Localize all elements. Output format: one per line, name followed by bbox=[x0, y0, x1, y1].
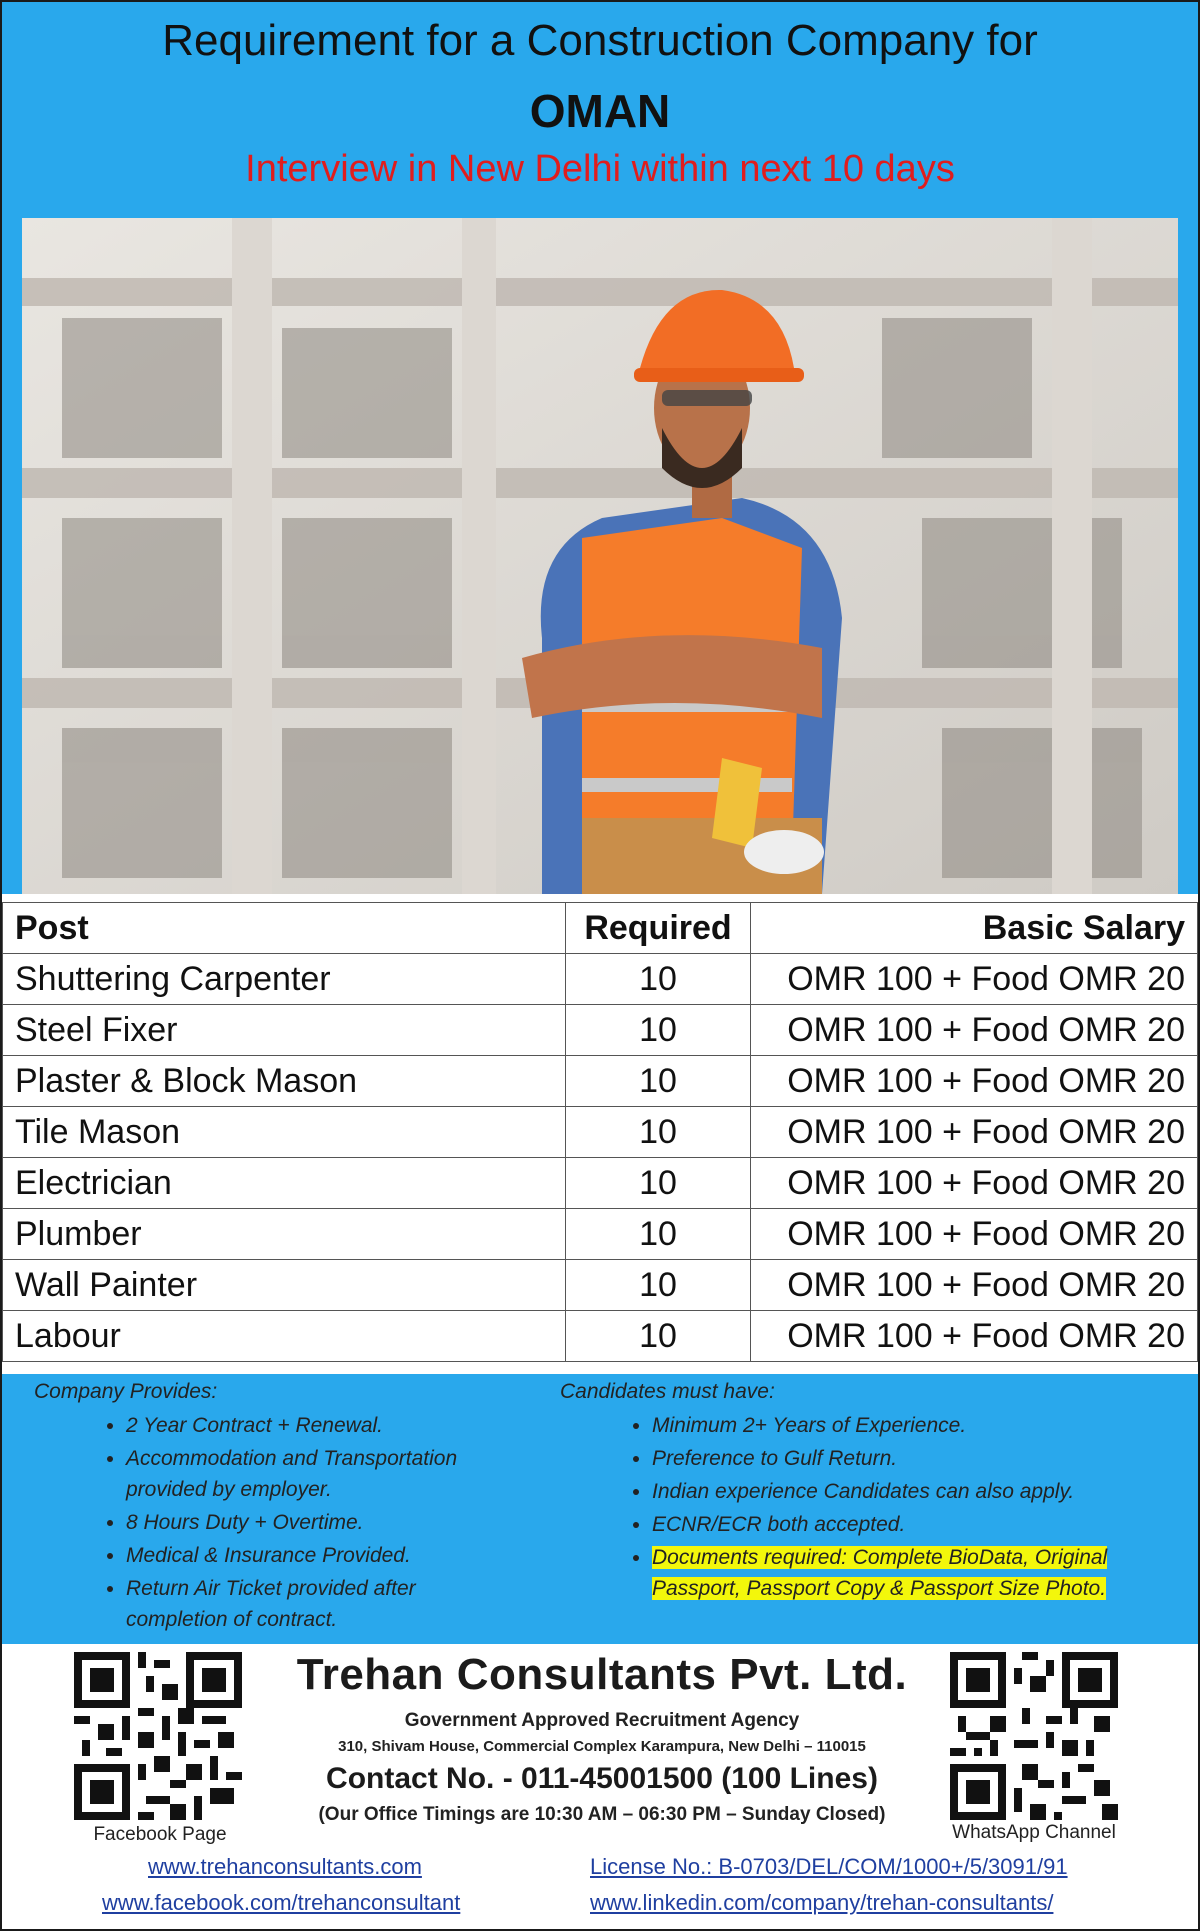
required-column-header: Required bbox=[566, 903, 751, 954]
company-provides-heading: Company Provides: bbox=[34, 1380, 218, 1403]
whatsapp-qr-code[interactable] bbox=[950, 1652, 1118, 1820]
salary-cell: OMR 100 + Food OMR 20 bbox=[751, 954, 1198, 1005]
interview-notice: Interview in New Delhi within next 10 days bbox=[245, 148, 955, 190]
company-name: Trehan Consultants Pvt. Ltd. bbox=[296, 1650, 908, 1699]
header-banner bbox=[2, 2, 1198, 212]
post-column-header: Post bbox=[3, 903, 566, 954]
required-cell: 10 bbox=[566, 1005, 751, 1056]
list-item: • Indian experience Candidates can also apply. bbox=[652, 1476, 1180, 1507]
required-cell: 10 bbox=[566, 1107, 751, 1158]
highlighted-text: Documents required: Complete BioData, Original Passport, Passport Copy & Passport Size Photo. bbox=[652, 1546, 1108, 1600]
table-row bbox=[3, 954, 1198, 1005]
office-timings: (Our Office Timings are 10:30 AM – 06:30 PM – Sunday Closed) bbox=[318, 1804, 886, 1825]
post-cell: Wall Painter bbox=[3, 1260, 566, 1311]
post-cell: Steel Fixer bbox=[3, 1005, 566, 1056]
facebook-link[interactable]: www.facebook.com/trehanconsultant bbox=[102, 1890, 461, 1915]
worker-photo-frame bbox=[2, 212, 1198, 894]
table-row bbox=[3, 1209, 1198, 1260]
documents-required-item bbox=[652, 1542, 1180, 1604]
salary-cell: OMR 100 + Food OMR 20 bbox=[751, 1260, 1198, 1311]
required-cell: 10 bbox=[566, 1056, 751, 1107]
list-item: • ECNR/ECR both accepted. bbox=[652, 1509, 1180, 1540]
salary-cell: OMR 100 + Food OMR 20 bbox=[751, 1209, 1198, 1260]
candidates-heading: Candidates must have: bbox=[560, 1380, 775, 1403]
company-tagline: Government Approved Recruitment Agency bbox=[404, 1710, 800, 1731]
post-cell: Shuttering Carpenter bbox=[3, 954, 566, 1005]
ad-title: Requirement for a Construction Company for bbox=[162, 16, 1038, 65]
construction-worker-photo bbox=[22, 218, 1178, 894]
list-item: • Preference to Gulf Return. bbox=[652, 1443, 1180, 1474]
country-heading: OMAN bbox=[529, 85, 671, 137]
table-header-row bbox=[3, 903, 1198, 954]
list-item: • 2 Year Contract + Renewal. bbox=[126, 1410, 514, 1441]
facebook-qr-code[interactable] bbox=[74, 1652, 242, 1820]
table-row bbox=[3, 1107, 1198, 1158]
list-item: • Accommodation and Transportation provided by employer. bbox=[126, 1443, 514, 1505]
contact-number: Contact No. - 011-45001500 (100 Lines) bbox=[326, 1762, 878, 1795]
list-item: • Minimum 2+ Years of Experience. bbox=[652, 1410, 1180, 1441]
company-provides-section bbox=[34, 1380, 514, 1637]
table-row bbox=[3, 1311, 1198, 1362]
salary-cell: OMR 100 + Food OMR 20 bbox=[751, 1158, 1198, 1209]
required-cell: 10 bbox=[566, 1158, 751, 1209]
list-item: • Medical & Insurance Provided. bbox=[126, 1540, 514, 1571]
facebook-qr-caption: Facebook Page bbox=[93, 1824, 227, 1845]
list-item: • 8 Hours Duty + Overtime. bbox=[126, 1507, 514, 1538]
post-cell: Labour bbox=[3, 1311, 566, 1362]
salary-cell: OMR 100 + Food OMR 20 bbox=[751, 1311, 1198, 1362]
website-link[interactable]: www.trehanconsultants.com bbox=[148, 1854, 422, 1879]
candidates-requirements-section bbox=[560, 1380, 1180, 1606]
post-cell: Plaster & Block Mason bbox=[3, 1056, 566, 1107]
table-row bbox=[3, 1260, 1198, 1311]
linkedin-link[interactable]: www.linkedin.com/company/trehan-consultants/ bbox=[590, 1890, 1054, 1915]
license-link[interactable]: License No.: B-0703/DEL/COM/1000+/5/3091/91 bbox=[590, 1854, 1068, 1879]
company-address: 310, Shivam House, Commercial Complex Karampura, New Delhi – 110015 bbox=[338, 1738, 866, 1755]
candidates-list bbox=[560, 1410, 1180, 1604]
salary-cell: OMR 100 + Food OMR 20 bbox=[751, 1005, 1198, 1056]
table-row bbox=[3, 1056, 1198, 1107]
post-cell: Electrician bbox=[3, 1158, 566, 1209]
required-cell: 10 bbox=[566, 1260, 751, 1311]
table-row bbox=[3, 1158, 1198, 1209]
salary-cell: OMR 100 + Food OMR 20 bbox=[751, 1056, 1198, 1107]
required-cell: 10 bbox=[566, 954, 751, 1005]
salary-column-header: Basic Salary bbox=[751, 903, 1198, 954]
post-cell: Plumber bbox=[3, 1209, 566, 1260]
company-provides-list bbox=[34, 1410, 514, 1635]
footer bbox=[2, 1644, 1198, 1931]
whatsapp-qr-caption: WhatsApp Channel bbox=[952, 1822, 1116, 1843]
table-row bbox=[3, 1005, 1198, 1056]
list-item: • Return Air Ticket provided after completion of contract. bbox=[126, 1573, 514, 1635]
required-cell: 10 bbox=[566, 1311, 751, 1362]
vacancy-table bbox=[2, 902, 1198, 1362]
required-cell: 10 bbox=[566, 1209, 751, 1260]
post-cell: Tile Mason bbox=[3, 1107, 566, 1158]
salary-cell: OMR 100 + Food OMR 20 bbox=[751, 1107, 1198, 1158]
benefits-requirements-panel bbox=[2, 1374, 1198, 1644]
